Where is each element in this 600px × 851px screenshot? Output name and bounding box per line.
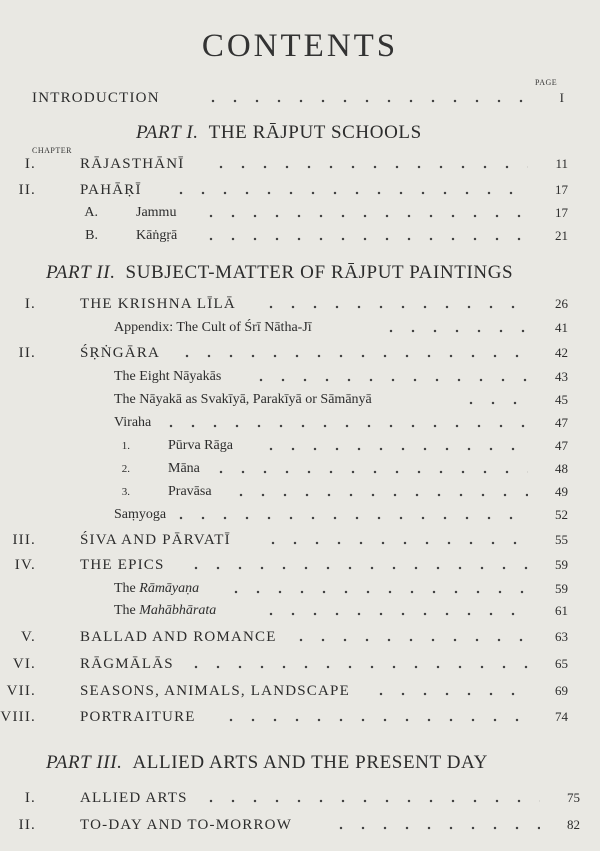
entry-label: THE KRISHNA LĪLĀ xyxy=(80,294,239,314)
entry-label: BALLAD AND ROMANCE xyxy=(80,627,280,647)
entry-label: TO-DAY AND TO-MORROW xyxy=(80,815,295,835)
dot-leader xyxy=(200,203,528,223)
page-title: CONTENTS xyxy=(201,28,399,64)
entry-page: 52 xyxy=(528,505,568,525)
toc-entry[interactable] xyxy=(0,788,580,808)
entry-number: VI. xyxy=(12,656,36,672)
dot-leader xyxy=(460,390,528,410)
toc-entry[interactable] xyxy=(0,530,568,550)
part-number: PART II. xyxy=(46,262,116,283)
entry-number: 1. xyxy=(121,440,130,452)
dot-leader xyxy=(176,343,528,363)
entry-label: INTRODUCTION xyxy=(32,88,163,108)
toc-entry[interactable] xyxy=(0,413,568,433)
page-column-label: PAGE xyxy=(535,78,558,87)
entry-page: 41 xyxy=(528,318,568,338)
entry-label: Māna xyxy=(168,459,203,479)
entry-page: 45 xyxy=(528,390,568,410)
entry-page: 47 xyxy=(528,413,568,433)
entry-page: 43 xyxy=(528,367,568,387)
dot-leader xyxy=(380,318,528,338)
part-number: PART III. xyxy=(46,752,123,773)
toc-entry[interactable] xyxy=(0,681,568,701)
entry-label: ŚIVA AND PĀRVATĪ xyxy=(80,530,234,550)
entry-page: 11 xyxy=(528,154,568,174)
toc-entry[interactable] xyxy=(0,555,568,575)
entry-page: 63 xyxy=(528,627,568,647)
entry-label: SEASONS, ANIMALS, LANDSCAPE xyxy=(80,681,353,701)
toc-entry[interactable] xyxy=(0,390,568,410)
entry-label: ALLIED ARTS xyxy=(80,788,191,808)
dot-leader xyxy=(202,88,524,108)
entry-number: VII. xyxy=(6,683,36,699)
entry-number: I. xyxy=(24,296,36,312)
toc-entry[interactable] xyxy=(0,154,568,174)
dot-leader xyxy=(260,294,528,314)
entry-number: 3. xyxy=(121,486,130,498)
entry-number: VIII. xyxy=(0,709,36,725)
toc-entry[interactable] xyxy=(0,505,568,525)
dot-leader xyxy=(225,579,528,599)
entry-page: 59 xyxy=(528,555,568,575)
toc-entry[interactable] xyxy=(0,654,568,674)
dot-leader xyxy=(160,413,528,433)
dot-leader xyxy=(220,707,528,727)
entry-page: 21 xyxy=(528,226,568,246)
entry-page: 61 xyxy=(528,601,568,621)
toc-entry[interactable] xyxy=(0,707,568,727)
entry-label: The Eight Nāyakās xyxy=(114,367,224,387)
entry-page: 17 xyxy=(528,203,568,223)
entry-label: THE EPICS xyxy=(80,555,168,575)
toc-entry-introduction[interactable] xyxy=(32,88,564,108)
dot-leader xyxy=(210,154,528,174)
toc-entry[interactable] xyxy=(0,627,568,647)
entry-label-title: Rāmāyaṇa xyxy=(139,581,200,596)
toc-entry[interactable] xyxy=(0,226,568,246)
part-title: ALLIED ARTS AND THE PRESENT DAY xyxy=(132,752,488,773)
dot-leader xyxy=(250,367,528,387)
entry-page: 47 xyxy=(528,436,568,456)
entry-label: Pravāsa xyxy=(168,482,215,502)
dot-leader xyxy=(200,226,528,246)
toc-entry[interactable] xyxy=(0,482,568,502)
entry-number: II. xyxy=(18,182,36,198)
dot-leader xyxy=(230,482,528,502)
entry-label: Jammu xyxy=(136,203,179,223)
dot-leader xyxy=(170,180,528,200)
entry-label: RĀJASTHĀNĪ xyxy=(80,154,188,174)
entry-page: 59 xyxy=(528,579,568,599)
dot-leader xyxy=(330,815,540,835)
entry-page: 48 xyxy=(528,459,568,479)
entry-page: 26 xyxy=(528,294,568,314)
entry-label-prefix: The xyxy=(114,603,136,618)
entry-page: 74 xyxy=(528,707,568,727)
dot-leader xyxy=(260,436,528,456)
entry-label xyxy=(114,579,202,599)
entry-page: 55 xyxy=(528,530,568,550)
entry-label: Pūrva Rāga xyxy=(168,436,236,456)
entry-number: B. xyxy=(85,228,98,243)
part-heading xyxy=(46,752,488,774)
entry-number: 2. xyxy=(121,463,130,475)
entry-label: Appendix: The Cult of Śrī Nātha-Jī xyxy=(114,318,315,338)
toc-entry[interactable] xyxy=(0,180,568,200)
entry-label-prefix: The xyxy=(114,581,136,596)
entry-number: V. xyxy=(20,629,36,645)
entry-page: 42 xyxy=(528,343,568,363)
entry-label: Saṃyoga xyxy=(114,505,169,525)
part-heading xyxy=(136,122,422,144)
entry-number: II. xyxy=(18,345,36,361)
entry-label: RĀGMĀLĀS xyxy=(80,654,177,674)
entry-number: IV. xyxy=(14,557,36,573)
entry-number: III. xyxy=(12,532,36,548)
entry-label: Kāṅgṛā xyxy=(136,226,180,246)
toc-entry[interactable] xyxy=(0,294,568,314)
part-title: SUBJECT-MATTER OF RĀJPUT PAINTINGS xyxy=(125,262,514,283)
entry-page: 75 xyxy=(540,788,580,808)
entry-page: 49 xyxy=(528,482,568,502)
part-heading xyxy=(46,262,513,284)
dot-leader xyxy=(170,505,528,525)
toc-entry[interactable] xyxy=(0,815,580,835)
dot-leader xyxy=(185,555,528,575)
part-title: THE RĀJPUT SCHOOLS xyxy=(208,122,422,143)
entry-label: PORTRAITURE xyxy=(80,707,199,727)
entry-number: I. xyxy=(24,156,36,172)
dot-leader xyxy=(200,788,540,808)
toc-entry[interactable] xyxy=(0,367,568,387)
entry-page: 69 xyxy=(528,681,568,701)
entry-label: The Nāyakā as Svakīyā, Parakīyā or Sāmānyā xyxy=(114,390,375,410)
dot-leader xyxy=(260,601,528,621)
entry-number: A. xyxy=(84,205,98,220)
dot-leader xyxy=(210,459,528,479)
entry-label: PAHĀṚĪ xyxy=(80,180,145,200)
toc-entry[interactable] xyxy=(0,318,568,338)
entry-page: I xyxy=(524,88,564,108)
toc-entry[interactable] xyxy=(0,601,568,621)
toc-entry[interactable] xyxy=(0,343,568,363)
chapter-column-label: CHAPTER xyxy=(32,146,72,155)
entry-label xyxy=(114,601,219,621)
toc-entry[interactable] xyxy=(0,459,568,479)
part-number: PART I. xyxy=(136,122,199,143)
entry-page: 65 xyxy=(528,654,568,674)
toc-entry[interactable] xyxy=(0,203,568,223)
dot-leader xyxy=(370,681,528,701)
dot-leader xyxy=(262,530,528,550)
entry-number: I. xyxy=(24,790,36,806)
entry-number: II. xyxy=(18,817,36,833)
entry-page: 82 xyxy=(540,815,580,835)
dot-leader xyxy=(290,627,528,647)
entry-page: 17 xyxy=(528,180,568,200)
entry-label: Viraha xyxy=(114,413,154,433)
toc-entry[interactable] xyxy=(0,579,568,599)
entry-label-title: Mahābhārata xyxy=(139,603,217,618)
toc-entry[interactable] xyxy=(0,436,568,456)
entry-label: ŚṚṄGĀRA xyxy=(80,343,163,363)
dot-leader xyxy=(185,654,528,674)
